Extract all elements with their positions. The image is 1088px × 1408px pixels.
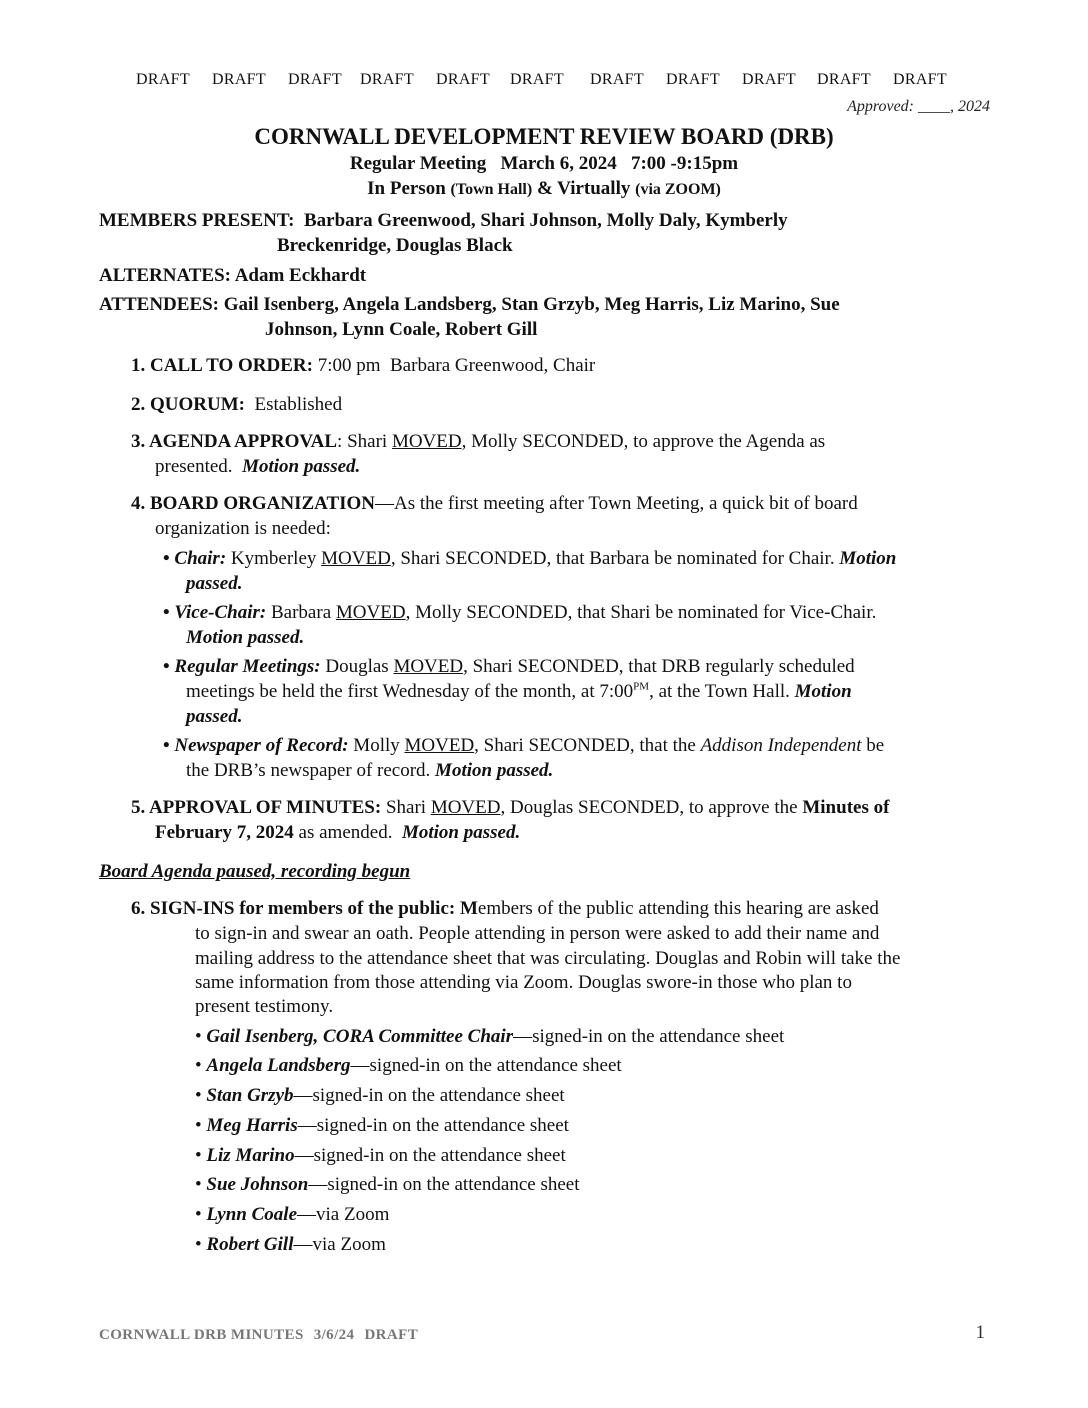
item-label: 3. AGENDA APPROVAL: [131, 431, 338, 452]
attendee-status: —signed-in on the attendance sheet: [350, 1055, 622, 1076]
item-text: , Molly SECONDED, that Shari be nominated for Vice-Chair.: [405, 602, 877, 623]
item-text: Shari: [381, 797, 431, 818]
minutes-ref: February 7, 2024: [155, 822, 294, 843]
draft-word: DRAFT: [436, 71, 490, 88]
item-text: Kymberley: [226, 548, 322, 569]
list-item: • Gail Isenberg, CORA Committee Chair—signed-in on the attendance sheet: [195, 1026, 785, 1047]
attendee-name: Robert Gill: [206, 1234, 294, 1255]
draft-word: DRAFT: [360, 71, 414, 88]
bullet-label: Chair:: [174, 548, 227, 569]
members-label: MEMBERS PRESENT:: [99, 210, 295, 231]
item-agenda-approval-cont: [155, 454, 360, 479]
meeting-subtitle: Regular Meeting March 6, 2024 7:00 -9:15pm: [349, 153, 739, 174]
moved-text: MOVED: [335, 602, 406, 623]
page-number: 1: [975, 1322, 985, 1343]
motion-passed: Motion passed.: [242, 456, 361, 477]
motion-passed: Motion passed.: [401, 822, 521, 843]
bullet-vice-chair: • Vice-Chair: Barbara MOVED, Molly SECONDED, that Shari be nominated for Vice-Chair.: [163, 602, 877, 623]
attendee-status: —signed-in on the attendance sheet: [513, 1026, 785, 1047]
newspaper-name: Addison Independent: [700, 735, 862, 756]
moved-text: MOVED: [404, 735, 475, 756]
moved-text: MOVED: [393, 656, 464, 677]
attendee-status: —signed-in on the attendance sheet: [294, 1145, 566, 1166]
item-text: Douglas: [320, 656, 394, 677]
bullet-label: Newspaper of Record:: [174, 735, 349, 756]
item-text: , Douglas SECONDED, to approve the: [500, 797, 803, 818]
bullet-newspaper-cont: [186, 758, 553, 783]
attendee-name: Liz Marino: [206, 1145, 295, 1166]
footer-draft: DRAFT: [364, 1327, 419, 1343]
attendees-list: Gail Isenberg, Angela Landsberg, Stan Grzyb, Meg Harris, Liz Marino, Sue: [223, 294, 840, 315]
bullet-regular-meetings: • Regular Meetings: Douglas MOVED, Shari SECONDED, that DRB regularly scheduled: [163, 656, 855, 677]
section-heading-paused: Board Agenda paused, recording begun: [99, 861, 411, 882]
venue-text: (via ZOOM): [635, 181, 721, 198]
item-text: : Shari: [337, 431, 392, 452]
attendee-name: Stan Grzyb: [206, 1085, 294, 1106]
bullet-regular-meetings-cont: [186, 679, 852, 704]
list-item: • Angela Landsberg—signed-in on the attendance sheet: [195, 1055, 622, 1076]
draft-word: DRAFT: [590, 71, 644, 88]
draft-word: DRAFT: [136, 71, 190, 88]
item-text: , at the Town Hall.: [649, 681, 795, 702]
item-text: , Shari SECONDED, that DRB regularly scheduled: [463, 656, 855, 677]
item-approval-of-minutes-cont: [155, 820, 520, 845]
item-text: , Molly SECONDED, to approve the Agenda as: [461, 431, 826, 452]
list-item: • Meg Harris—signed-in on the attendance sheet: [195, 1115, 569, 1136]
motion-passed: Motion: [839, 548, 897, 569]
moved-text: MOVED: [430, 797, 501, 818]
attendees-label: ATTENDEES:: [99, 294, 220, 315]
footer-date: 3/6/24: [313, 1327, 355, 1343]
approved-line: Approved: ____, 2024: [847, 98, 990, 115]
item-text: Molly: [348, 735, 405, 756]
attendee-status: —via Zoom: [293, 1234, 386, 1255]
item-text: , Shari SECONDED, that Barbara be nominated for Chair.: [390, 548, 840, 569]
item-text: Established: [244, 394, 343, 415]
draft-word: DRAFT: [893, 71, 947, 88]
item-text: as amended.: [293, 822, 402, 843]
venue-text: (Town Hall): [450, 181, 533, 198]
list-item: • Sue Johnson—signed-in on the attendance sheet: [195, 1174, 580, 1195]
attendee-status: —signed-in on the attendance sheet: [293, 1085, 565, 1106]
item-text: the DRB’s newspaper of record.: [186, 760, 436, 781]
item-sign-ins-text: to sign-in and swear an oath. People attending in person were asked to add their name and: [195, 923, 880, 944]
draft-banner: [0, 67, 1088, 91]
list-item: • Liz Marino—signed-in on the attendance sheet: [195, 1145, 566, 1166]
document-title: CORNWALL DEVELOPMENT REVIEW BOARD (DRB): [254, 124, 834, 149]
item-label: 1. CALL TO ORDER:: [131, 355, 313, 376]
item-text: Barbara: [266, 602, 336, 623]
item-text: presented.: [155, 456, 243, 477]
item-approval-of-minutes: [131, 795, 889, 820]
superscript: PM: [633, 680, 650, 693]
draft-word: DRAFT: [742, 71, 796, 88]
members-present: [99, 208, 788, 233]
item-text: be: [861, 735, 885, 756]
attendee-status: —via Zoom: [297, 1204, 390, 1225]
attendee-name: Angela Landsberg: [206, 1055, 351, 1076]
item-label: 6. SIGN-INS for members of the public: M: [131, 898, 478, 919]
list-item: • Robert Gill—via Zoom: [195, 1234, 386, 1255]
motion-passed: Motion passed.: [186, 627, 305, 648]
alternates: ALTERNATES: Adam Eckhardt: [99, 265, 367, 286]
item-sign-ins-text: mailing address to the attendance sheet that was circulating. Douglas and Robin will take the: [195, 948, 901, 969]
members-list: Barbara Greenwood, Shari Johnson, Molly Daly, Kymberly: [303, 210, 788, 231]
page-footer: [99, 1323, 428, 1348]
item-call-to-order: [131, 353, 595, 378]
attendee-name: Meg Harris: [206, 1115, 298, 1136]
attendee-status: —signed-in on the attendance sheet: [297, 1115, 569, 1136]
item-text: —As the first meeting after Town Meeting, a quick bit of board: [375, 493, 858, 514]
motion-passed: Motion passed.: [435, 760, 554, 781]
venue-text: & Virtually: [532, 178, 636, 199]
item-sign-ins: [131, 896, 879, 921]
draft-word: DRAFT: [212, 71, 266, 88]
bullet-newspaper: • Newspaper of Record: Molly MOVED, Shari SECONDED, that the Addison Independent be: [163, 735, 885, 756]
attendee-status: —signed-in on the attendance sheet: [308, 1174, 580, 1195]
attendee-name: Sue Johnson: [206, 1174, 309, 1195]
moved-text: MOVED: [391, 431, 462, 452]
attendees: [99, 292, 840, 317]
item-text: 7:00 pm Barbara Greenwood, Chair: [312, 355, 596, 376]
item-label: 2. QUORUM:: [131, 394, 245, 415]
bullet-chair: • Chair: Kymberley MOVED, Shari SECONDED, that Barbara be nominated for Chair. Motion: [163, 548, 897, 569]
list-item: • Lynn Coale—via Zoom: [195, 1204, 390, 1225]
moved-text: MOVED: [321, 548, 391, 569]
draft-word: DRAFT: [666, 71, 720, 88]
attendee-name: Gail Isenberg, CORA Committee Chair: [206, 1026, 514, 1047]
item-board-organization: [131, 491, 858, 516]
item-label: 4. BOARD ORGANIZATION: [131, 493, 376, 514]
item-board-organization-cont: organization is needed:: [155, 518, 331, 539]
minutes-ref: Minutes of: [802, 797, 890, 818]
attendee-name: Lynn Coale: [206, 1204, 298, 1225]
item-quorum: [131, 392, 342, 417]
item-label: 5. APPROVAL OF MINUTES:: [131, 797, 382, 818]
attendees-list-cont: Johnson, Lynn Coale, Robert Gill: [265, 319, 538, 340]
item-text: embers of the public attending this hearing are asked: [477, 898, 879, 919]
footer-text: CORNWALL DRB MINUTES: [99, 1327, 304, 1343]
motion-passed: passed.: [186, 573, 243, 594]
item-text: meetings be held the first Wednesday of the month, at 7:00: [186, 681, 634, 702]
list-item: • Stan Grzyb—signed-in on the attendance sheet: [195, 1085, 565, 1106]
members-list-cont: Breckenridge, Douglas Black: [277, 235, 513, 256]
motion-passed: passed.: [186, 706, 243, 727]
draft-word: DRAFT: [510, 71, 564, 88]
bullet-label: Regular Meetings:: [174, 656, 321, 677]
meeting-venue: [0, 176, 1088, 202]
item-agenda-approval: [131, 429, 825, 454]
venue-text: In Person: [367, 178, 451, 199]
item-sign-ins-text: same information from those attending via Zoom. Douglas swore-in those who plan to: [195, 972, 852, 993]
item-sign-ins-text: present testimony.: [195, 996, 334, 1017]
motion-passed: Motion: [794, 681, 852, 702]
bullet-label: Vice-Chair:: [174, 602, 267, 623]
item-text: , Shari SECONDED, that the: [474, 735, 701, 756]
draft-word: DRAFT: [817, 71, 871, 88]
draft-word: DRAFT: [288, 71, 342, 88]
